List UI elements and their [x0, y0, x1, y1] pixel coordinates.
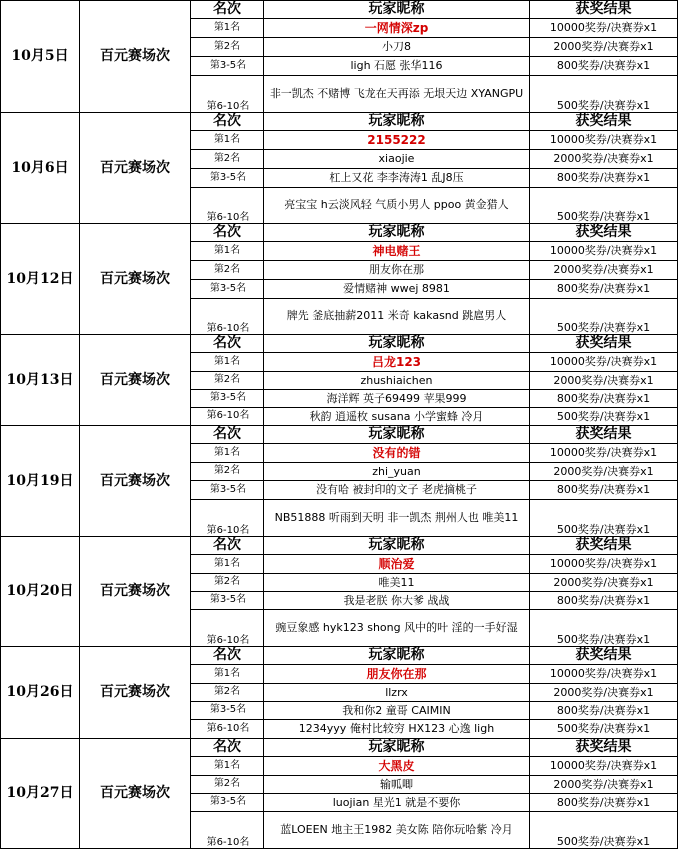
player-name: 秋韵 逍遥枚 susana 小学蜜蜂 冷月: [264, 408, 530, 426]
prize-result: 10000奖券/决赛券x1: [530, 757, 678, 776]
player-name: [264, 444, 530, 463]
player-name: luojian 星光1 就是不要你: [264, 794, 530, 812]
session-name: 百元赛场次: [80, 335, 191, 426]
result-header: 获奖结果: [530, 224, 678, 242]
rank-header: 名次: [191, 739, 264, 757]
rank-label: 第3-5名: [191, 169, 264, 188]
rank-label: 第1名: [191, 555, 264, 574]
winner-name: 一网情深zp: [364, 20, 429, 35]
player-header: 玩家昵称: [264, 426, 530, 444]
player-name: ligh 石愿 张华116: [264, 57, 530, 76]
prize-result: 10000奖券/决赛券x1: [530, 131, 678, 150]
player-name: [264, 665, 530, 684]
result-header: 获奖结果: [530, 739, 678, 757]
prize-result: 2000奖券/决赛券x1: [530, 776, 678, 794]
event-date: 10月6日: [1, 113, 80, 224]
rank-label: 第3-5名: [191, 794, 264, 812]
session-name: 百元赛场次: [80, 224, 191, 335]
prize-result: 2000奖券/决赛券x1: [530, 38, 678, 57]
rank-label: 第2名: [191, 38, 264, 57]
prize-result: 2000奖券/决赛券x1: [530, 463, 678, 481]
rank-label: 第2名: [191, 463, 264, 481]
player-name: [264, 555, 530, 574]
event-date: 10月5日: [1, 1, 80, 113]
rank-label: 第6-10名: [191, 408, 264, 426]
player-name: [264, 131, 530, 150]
prize-result: 800奖券/决赛券x1: [530, 57, 678, 76]
event-date: 10月27日: [1, 739, 80, 849]
session-name: 百元赛场次: [80, 426, 191, 537]
winner-name: 吕龙123: [371, 354, 422, 369]
winner-name: 顺治爱: [378, 556, 415, 571]
event-header-row: [1, 647, 678, 665]
session-name: 百元赛场次: [80, 113, 191, 224]
player-name: 豌豆象感 hyk123 shong 风中的叶 淫的一手好湿: [264, 610, 530, 647]
rank-label: 第2名: [191, 574, 264, 592]
player-name: 唯美11: [264, 574, 530, 592]
player-name: 蓝LOEEN 地主王1982 美女陈 陪你玩哈紫 冷月: [264, 812, 530, 849]
event-date: 10月13日: [1, 335, 80, 426]
prize-result: 500奖券/决赛券x1: [530, 812, 678, 849]
winner-name: 大黑皮: [378, 758, 415, 773]
rank-label: 第6-10名: [191, 188, 264, 224]
session-name: 百元赛场次: [80, 647, 191, 739]
player-name: 海洋辉 英子69499 苹果999: [264, 390, 530, 408]
rank-label: 第6-10名: [191, 76, 264, 113]
result-header: 获奖结果: [530, 537, 678, 555]
player-header: 玩家昵称: [264, 224, 530, 242]
player-header: 玩家昵称: [264, 739, 530, 757]
player-name: xiaojie: [264, 150, 530, 169]
rank-label: 第2名: [191, 684, 264, 702]
player-name: 牌先 釜底抽薪2011 米奇 kakasnd 跳扈男人: [264, 299, 530, 335]
rank-label: 第1名: [191, 131, 264, 150]
player-header: 玩家昵称: [264, 537, 530, 555]
result-header: 获奖结果: [530, 647, 678, 665]
player-header: 玩家昵称: [264, 647, 530, 665]
player-name: 输呱唧: [264, 776, 530, 794]
rank-label: 第6-10名: [191, 299, 264, 335]
player-name: [264, 757, 530, 776]
rank-label: 第1名: [191, 444, 264, 463]
result-header: 获奖结果: [530, 113, 678, 131]
event-header-row: [1, 113, 678, 131]
prize-result: 500奖券/决赛券x1: [530, 299, 678, 335]
rank-header: 名次: [191, 224, 264, 242]
player-name: 1234yyy 俺村比较穷 HX123 心逸 ligh: [264, 720, 530, 739]
prize-result: 10000奖券/决赛券x1: [530, 353, 678, 372]
prize-result: 2000奖券/决赛券x1: [530, 684, 678, 702]
player-name: 小刀8: [264, 38, 530, 57]
player-name: llzrx: [264, 684, 530, 702]
event-date: 10月20日: [1, 537, 80, 647]
prize-result: 2000奖券/决赛券x1: [530, 574, 678, 592]
rank-label: 第3-5名: [191, 390, 264, 408]
event-header-row: [1, 335, 678, 353]
session-name: 百元赛场次: [80, 537, 191, 647]
event-header-row: [1, 224, 678, 242]
winner-name: 朋友你在那: [366, 666, 427, 681]
rank-header: 名次: [191, 1, 264, 19]
player-header: 玩家昵称: [264, 113, 530, 131]
prize-result: 800奖券/决赛券x1: [530, 481, 678, 500]
player-name: zhushiaichen: [264, 372, 530, 390]
rank-label: 第1名: [191, 665, 264, 684]
rank-label: 第1名: [191, 19, 264, 38]
prize-result: 500奖券/决赛券x1: [530, 188, 678, 224]
prize-result: 10000奖券/决赛券x1: [530, 555, 678, 574]
result-header: 获奖结果: [530, 1, 678, 19]
rank-label: 第3-5名: [191, 481, 264, 500]
rank-label: 第2名: [191, 776, 264, 794]
rank-label: 第6-10名: [191, 610, 264, 647]
prize-result: 2000奖券/决赛券x1: [530, 372, 678, 390]
event-header-row: [1, 1, 678, 19]
player-name: 非一凯杰 不赌博 飞龙在天再添 无垠天边 XYANGPU: [264, 76, 530, 113]
event-header-row: [1, 426, 678, 444]
rank-label: 第3-5名: [191, 280, 264, 299]
results-body: [1, 1, 678, 849]
player-name: 杠上又花 李李涛涛1 乱J8压: [264, 169, 530, 188]
prize-result: 10000奖券/决赛券x1: [530, 19, 678, 38]
rank-label: 第3-5名: [191, 702, 264, 720]
session-name: 百元赛场次: [80, 739, 191, 849]
rank-label: 第3-5名: [191, 57, 264, 76]
rank-header: 名次: [191, 537, 264, 555]
player-name: [264, 242, 530, 261]
rank-label: 第2名: [191, 261, 264, 280]
prize-result: 500奖券/决赛券x1: [530, 76, 678, 113]
prize-result: 500奖券/决赛券x1: [530, 500, 678, 537]
player-name: 我是老朕 你大爹 战战: [264, 592, 530, 610]
winner-name: 2155222: [367, 132, 426, 147]
prize-result: 2000奖券/决赛券x1: [530, 261, 678, 280]
prize-result: 10000奖券/决赛券x1: [530, 444, 678, 463]
winner-name: 没有的错: [372, 445, 421, 460]
result-header: 获奖结果: [530, 335, 678, 353]
rank-header: 名次: [191, 113, 264, 131]
rank-label: 第6-10名: [191, 812, 264, 849]
prize-result: 800奖券/决赛券x1: [530, 169, 678, 188]
prize-result: 500奖券/决赛券x1: [530, 408, 678, 426]
session-name: 百元赛场次: [80, 1, 191, 113]
rank-label: 第1名: [191, 757, 264, 776]
rank-label: 第1名: [191, 353, 264, 372]
player-name: 没有哈 被封印的文子 老虎摘桃子: [264, 481, 530, 500]
player-header: 玩家昵称: [264, 335, 530, 353]
prize-result: 2000奖券/决赛券x1: [530, 150, 678, 169]
rank-label: 第3-5名: [191, 592, 264, 610]
rank-header: 名次: [191, 647, 264, 665]
player-name: zhi_yuan: [264, 463, 530, 481]
rank-header: 名次: [191, 426, 264, 444]
prize-result: 800奖券/决赛券x1: [530, 390, 678, 408]
prize-result: 800奖券/决赛券x1: [530, 280, 678, 299]
rank-label: 第2名: [191, 372, 264, 390]
rank-label: 第2名: [191, 150, 264, 169]
event-date: 10月19日: [1, 426, 80, 537]
result-header: 获奖结果: [530, 426, 678, 444]
prize-result: 10000奖券/决赛券x1: [530, 665, 678, 684]
player-name: NB51888 听雨到天明 非一凯杰 荆州人也 唯美11: [264, 500, 530, 537]
prize-result: 800奖券/决赛券x1: [530, 794, 678, 812]
prize-result: 800奖券/决赛券x1: [530, 592, 678, 610]
player-name: [264, 353, 530, 372]
rank-label: 第6-10名: [191, 500, 264, 537]
event-date: 10月12日: [1, 224, 80, 335]
rank-label: 第1名: [191, 242, 264, 261]
prize-result: 800奖券/决赛券x1: [530, 702, 678, 720]
player-name: 爱情赌神 wwej 8981: [264, 280, 530, 299]
rank-label: 第6-10名: [191, 720, 264, 739]
event-header-row: [1, 739, 678, 757]
player-header: 玩家昵称: [264, 1, 530, 19]
rank-header: 名次: [191, 335, 264, 353]
prize-result: 500奖券/决赛券x1: [530, 720, 678, 739]
player-name: [264, 19, 530, 38]
event-date: 10月26日: [1, 647, 80, 739]
winner-name: 神电赌王: [372, 243, 421, 258]
event-header-row: [1, 537, 678, 555]
player-name: 我和你2 童哥 CAIMIN: [264, 702, 530, 720]
prize-result: 500奖券/决赛券x1: [530, 610, 678, 647]
player-name: 朋友你在那: [264, 261, 530, 280]
player-name: 亮宝宝 h云淡风轻 气质小男人 ppoo 黄金猎人: [264, 188, 530, 224]
prize-result: 10000奖券/决赛券x1: [530, 242, 678, 261]
